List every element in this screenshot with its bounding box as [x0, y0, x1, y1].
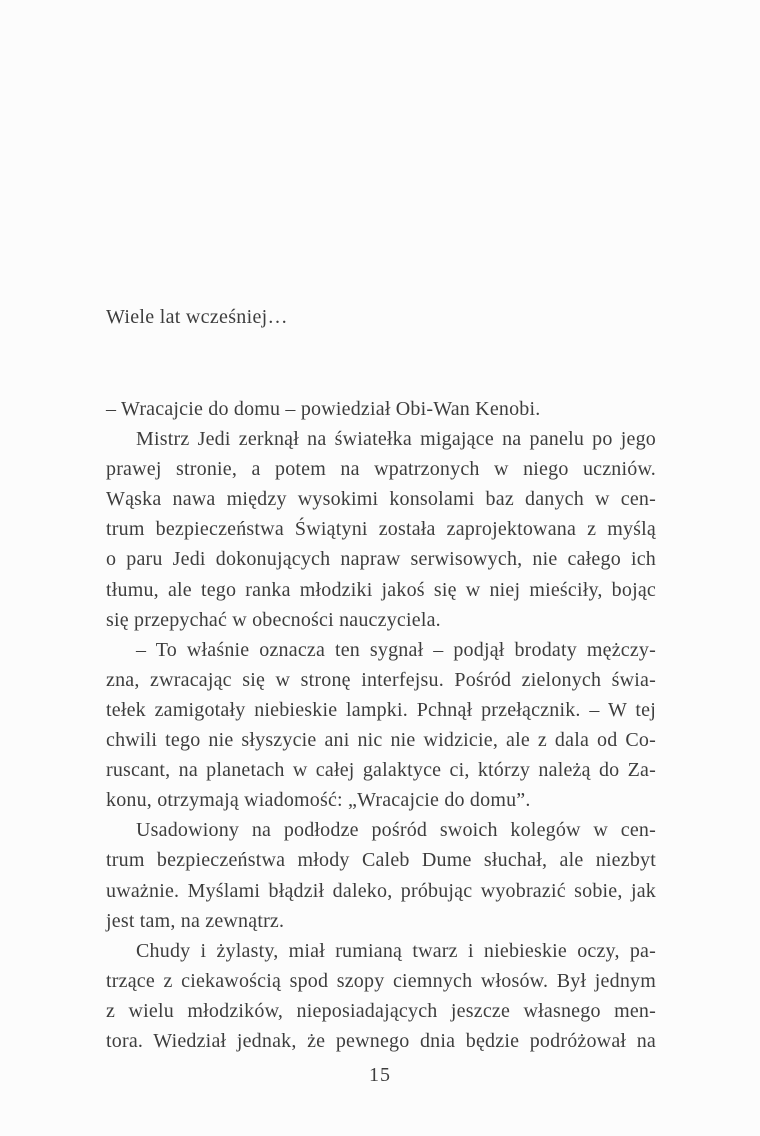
text-line: trzące z ciekawością spod szopy ciemnych włosów. Był jednym: [106, 969, 656, 992]
text-line: – Wracajcie do domu – powiedział Obi-Wan Kenobi.: [106, 398, 541, 420]
text-line: jest tam, na zewnątrz.: [106, 909, 285, 932]
text-line: konu, otrzymają wiadomość: „Wracajcie do domu”.: [106, 789, 531, 812]
text-line: chwili tego nie słyszycie ani nic nie widzicie, ale z dala od Co-: [106, 729, 656, 752]
text-line: – To właśnie oznacza ten sygnał – podjął brodaty mężczy-: [136, 638, 656, 661]
text-line: o paru Jedi dokonujących napraw serwisowych, nie całego ich: [106, 548, 656, 571]
text-line: tora. Wiedział jednak, że pewnego dnia będzie podróżował na: [106, 1029, 656, 1052]
text-line: Chudy i żylasty, miał rumianą twarz i niebieskie oczy, pa-: [136, 939, 656, 962]
text-line: zna, zwracając się w stronę interfejsu. Pośród zielonych świa-: [106, 668, 656, 691]
text-line: trum bezpieczeństwa młody Caleb Dume słuchał, ale niezbyt: [106, 849, 656, 872]
text-line: trum bezpieczeństwa Świątyni została zaprojektowana z myślą: [106, 518, 656, 541]
text-line: ruscant, na planetach w całej galaktyce ci, którzy należą do Za-: [106, 759, 656, 782]
text-line: się przepychać w obecności nauczyciela.: [106, 608, 441, 631]
body-text: [106, 394, 656, 1056]
text-line: prawej stronie, a potem na wpatrzonych w niego uczniów.: [106, 458, 656, 481]
section-kicker: Wiele lat wcześniej…: [106, 306, 288, 328]
text-line: Mistrz Jedi zerknął na światełka migające na panelu po jego: [136, 428, 656, 451]
text-line: Wąska nawa między wysokimi konsolami baz danych w cen-: [106, 488, 656, 511]
text-line: z wielu młodzików, nieposiadających jeszcze własnego men-: [106, 999, 656, 1022]
text-line: tłumu, ale tego ranka młodziki jakoś się w niej mieściły, bojąc: [106, 578, 656, 601]
text-line: tełek zamigotały niebieskie lampki. Pchnął przełącznik. – W tej: [106, 698, 656, 721]
page-number: 15: [369, 1064, 391, 1086]
text-line: uważnie. Myślami błądził daleko, próbując wyobrazić sobie, jak: [106, 879, 656, 902]
text-line: Usadowiony na podłodze pośród swoich kolegów w cen-: [136, 819, 656, 842]
